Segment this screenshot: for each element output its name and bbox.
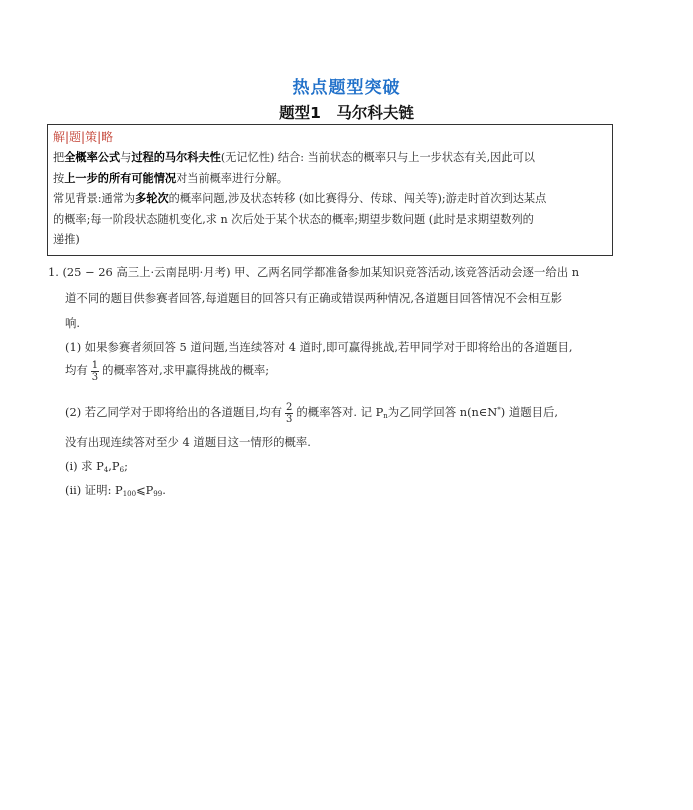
text-run: (2) 若乙同学对于即将给出的各道题目,均有 <box>65 405 283 419</box>
strategy-heading: 解|题|策|略 <box>53 130 114 144</box>
question-line: 1. (25 − 26 高三上·云南昆明·月考) 甲、乙两名同学都准备参加某知识竞答活动,该竞答活动会逐一给出 n <box>48 265 580 279</box>
text-run: ⩽P <box>136 483 154 497</box>
strategy-box <box>47 124 613 256</box>
strategy-line-4: 的概率;每一阶段状态随机变化,求 n 次后处于某个状态的概率;期望步数问题 (此时是求期望数列的 <box>53 212 534 226</box>
text-run: (无记忆性) 结合: 当前状态的概率只与上一步状态有关,因此可以 <box>220 151 535 164</box>
strategy-line-1 <box>53 148 606 169</box>
part-1-line <box>65 358 269 383</box>
text-run: 按 <box>53 171 65 185</box>
subscript: 100 <box>122 490 137 498</box>
subscript: 6 <box>119 466 125 474</box>
text-run: (i) 求 P <box>65 459 104 473</box>
denominator: 3 <box>286 413 293 425</box>
part-2-ii <box>65 482 166 498</box>
question-line: 响. <box>65 316 81 330</box>
numerator: 1 <box>91 359 99 371</box>
text-run: 常见背景:通常为 <box>53 192 136 205</box>
fraction-two-thirds <box>285 402 293 425</box>
superscript: * <box>497 406 501 414</box>
text-run: 均有 <box>65 363 88 377</box>
section-title: 热点题型突破 <box>292 78 401 98</box>
fraction-one-third <box>91 360 99 383</box>
text-run: 对当前概率进行分解。 <box>176 171 288 185</box>
strategy-line-3 <box>53 189 606 210</box>
question-line: 道不同的题目供参赛者回答,每道题目的回答只有正确或错误两种情况,各道题目回答情况不会相互影 <box>65 291 563 305</box>
bold-term: 过程的马尔科夫性 <box>131 151 221 164</box>
text-run: 的概率答对. 记 P <box>296 405 384 419</box>
subscript: 4 <box>103 466 109 474</box>
text-run: 与 <box>120 151 132 164</box>
part-1-line: (1) 如果参赛者须回答 5 道问题,当连续答对 4 道时,即可赢得挑战,若甲同学对于即将给出的各道题目, <box>65 340 573 354</box>
part-2-line <box>65 398 558 428</box>
text-run: (ii) 证明: P <box>65 483 123 497</box>
text-run: 的概率问题,涉及状态转移 (如比赛得分、传球、闯关等);游走时首次到达某点 <box>168 192 547 205</box>
text-run: ; <box>124 459 128 473</box>
text-run: ,P <box>108 459 120 473</box>
numerator: 2 <box>286 401 293 413</box>
text-run: . <box>162 483 166 497</box>
text-run: 的概率答对,求甲赢得挑战的概率; <box>102 363 270 377</box>
part-2-line: 没有出现连续答对至少 4 道题目这一情形的概率. <box>65 435 311 449</box>
bold-term: 多轮次 <box>135 192 169 205</box>
text-run: 把 <box>53 151 65 164</box>
strategy-line-5: 递推) <box>53 233 80 246</box>
subscript: n <box>383 412 388 420</box>
subscript: 99 <box>153 490 163 498</box>
denominator: 3 <box>91 371 99 383</box>
topic-title: 题型1 马尔科夫链 <box>279 104 414 122</box>
strategy-line-2 <box>53 169 606 190</box>
text-run: ) 道题目后, <box>500 405 559 419</box>
part-2-i <box>65 458 128 474</box>
bold-term: 上一步的所有可能情况 <box>64 171 177 185</box>
text-run: 为乙同学回答 n(n∈N <box>387 405 498 419</box>
bold-term: 全概率公式 <box>64 151 121 164</box>
